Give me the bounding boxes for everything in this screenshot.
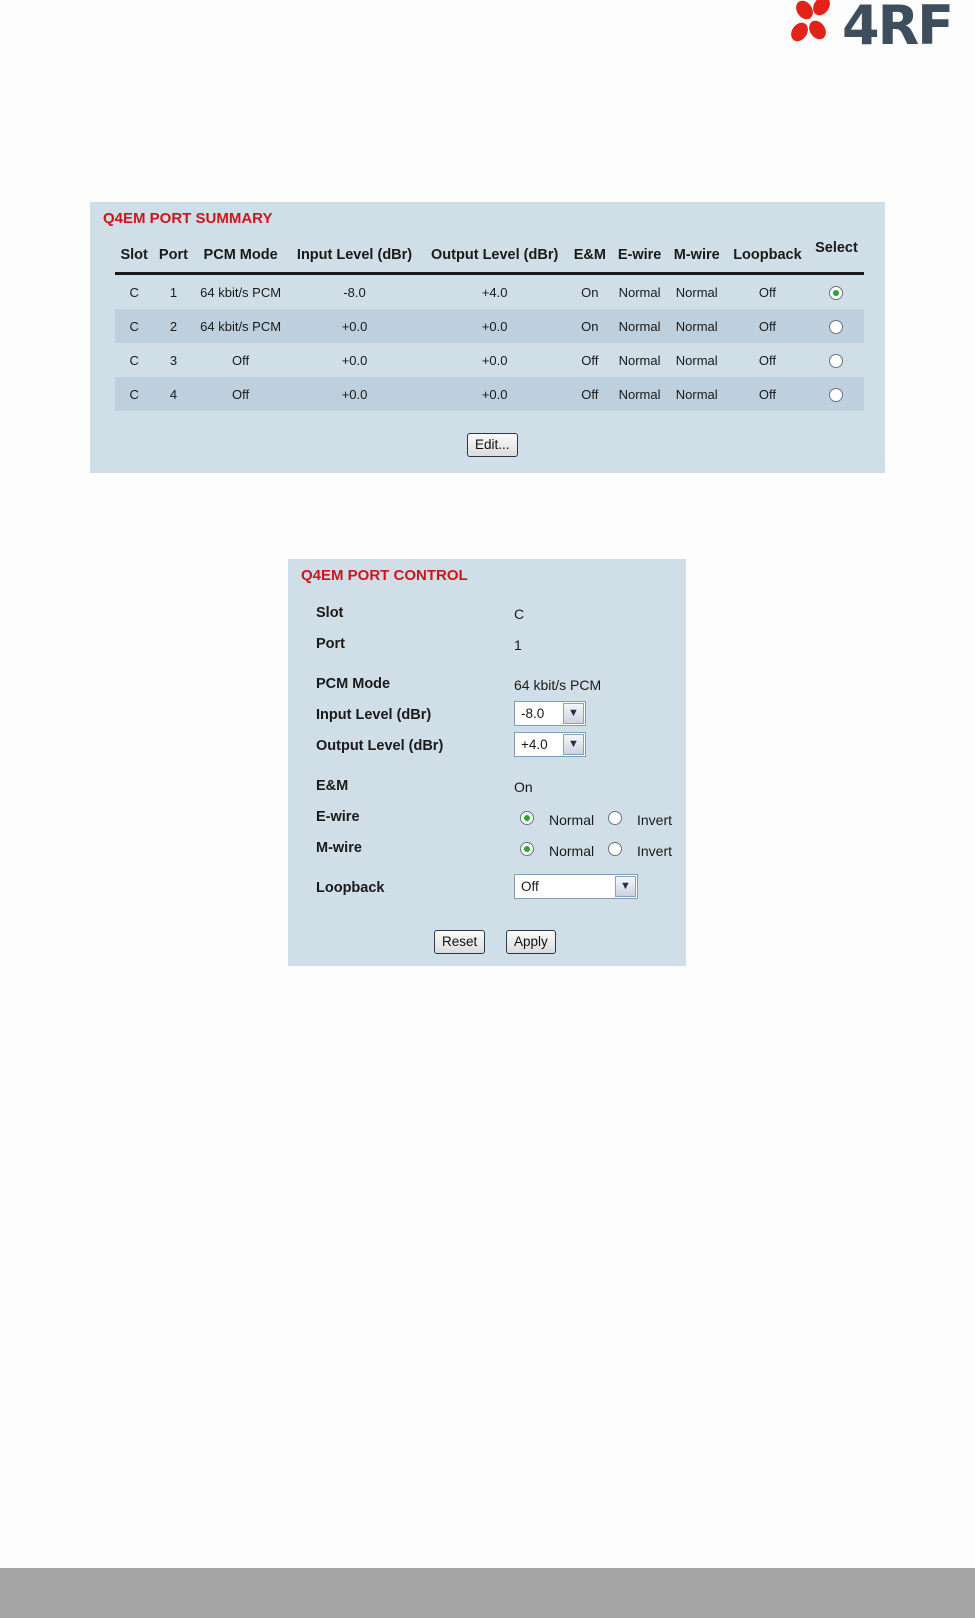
- cell-e-wire: Normal: [618, 284, 661, 300]
- brand-logo: [790, 0, 970, 57]
- col-header: Output Level (dBr): [421, 238, 568, 274]
- pcm-mode-label: PCM Mode: [316, 676, 391, 692]
- em-value: On: [514, 779, 533, 795]
- m-wire-invert-label: Invert: [637, 843, 673, 859]
- select-port-radio[interactable]: [829, 388, 843, 402]
- cell-pcm-mode: 64 kbit/s PCM: [193, 309, 287, 343]
- col-header: E&M: [568, 238, 612, 274]
- input-level-label: Input Level (dBr): [316, 707, 432, 723]
- cell-port: 4: [153, 377, 193, 411]
- cell-port: 2: [153, 309, 193, 343]
- control-title: Q4EM PORT CONTROL: [301, 567, 468, 584]
- m-wire-invert-radio[interactable]: [608, 842, 622, 856]
- cell-slot: C: [115, 377, 153, 411]
- e-wire-normal-label: Normal: [549, 812, 595, 828]
- cell-select: [809, 274, 864, 310]
- chevron-down-icon[interactable]: ▼: [615, 876, 636, 897]
- col-header: Loopback: [726, 238, 809, 274]
- pcm-mode-value: 64 kbit/s PCM: [514, 677, 602, 693]
- output-level-select-value: +4.0: [521, 737, 548, 752]
- select-port-radio[interactable]: [829, 286, 843, 300]
- select-port-radio[interactable]: [829, 354, 843, 368]
- col-header: E-wire: [612, 238, 668, 274]
- cell-m-wire: Normal: [675, 352, 718, 368]
- cell-port: 1: [169, 284, 178, 300]
- cell-pcm-mode: Off: [232, 352, 250, 368]
- cell-pcm-mode: 64 kbit/s PCM: [200, 284, 282, 300]
- cell-slot: C: [129, 284, 139, 300]
- loopback-label: Loopback: [316, 880, 385, 896]
- cell-e-wire: Normal: [618, 352, 661, 368]
- cell-input-level: +0.0: [288, 309, 422, 343]
- e-wire-invert-label: Invert: [637, 812, 673, 828]
- cell-em: Off: [581, 352, 599, 368]
- cell-em: Off: [568, 377, 612, 411]
- cell-loopback: Off: [726, 309, 809, 343]
- logo-text: 4RF: [842, 0, 953, 57]
- table-row: [115, 343, 864, 377]
- col-header: Input Level (dBr): [288, 238, 422, 274]
- cell-em: On: [568, 309, 612, 343]
- edit-button[interactable]: Edit...: [467, 433, 518, 457]
- table-row: [115, 309, 864, 343]
- cell-slot: C: [115, 309, 153, 343]
- chevron-down-icon[interactable]: ▼: [563, 734, 584, 755]
- m-wire-label: M-wire: [316, 840, 362, 856]
- cell-output-level: +0.0: [421, 309, 568, 343]
- e-wire-invert-radio[interactable]: [608, 811, 622, 825]
- col-header: PCM Mode: [193, 238, 287, 274]
- loopback-select-value: Off: [521, 879, 539, 894]
- e-wire-normal-radio[interactable]: [520, 811, 534, 825]
- cell-input-level: +0.0: [288, 377, 422, 411]
- input-level-select-value: -8.0: [521, 706, 545, 721]
- chevron-down-icon[interactable]: ▼: [563, 703, 584, 724]
- output-level-label: Output Level (dBr): [316, 738, 444, 754]
- cell-pcm-mode: Off: [193, 377, 287, 411]
- em-label: E&M: [316, 778, 349, 794]
- table-header-row: [115, 238, 864, 274]
- cell-input-level: -8.0: [343, 284, 366, 300]
- cell-loopback: Off: [758, 352, 776, 368]
- col-header: Port: [153, 238, 193, 274]
- cell-e-wire: Normal: [612, 377, 668, 411]
- slot-value: C: [514, 606, 525, 622]
- logo-petal: [810, 0, 834, 18]
- col-header: Select: [809, 238, 864, 274]
- cell-output-level: +0.0: [481, 352, 508, 368]
- slot-label: Slot: [316, 605, 344, 621]
- cell-loopback: Off: [758, 284, 776, 300]
- cell-slot: C: [129, 352, 139, 368]
- select-port-radio[interactable]: [829, 320, 843, 334]
- m-wire-normal-radio[interactable]: [520, 842, 534, 856]
- port-label: Port: [316, 636, 345, 652]
- logo-petal: [806, 18, 830, 43]
- cell-em: On: [581, 284, 599, 300]
- cell-select: [809, 343, 864, 377]
- cell-select: [809, 309, 864, 343]
- cell-output-level: +4.0: [481, 284, 508, 300]
- logo-petal: [788, 20, 812, 45]
- cell-e-wire: Normal: [612, 309, 668, 343]
- summary-title: Q4EM PORT SUMMARY: [103, 210, 273, 227]
- cell-output-level: +0.0: [421, 377, 568, 411]
- col-header: M-wire: [668, 238, 726, 274]
- port-value: 1: [514, 637, 522, 653]
- m-wire-normal-label: Normal: [549, 843, 595, 859]
- cell-m-wire: Normal: [668, 377, 726, 411]
- footer-bar: [0, 1568, 975, 1618]
- port-summary-panel: [90, 202, 885, 473]
- e-wire-label: E-wire: [316, 809, 360, 825]
- cell-m-wire: Normal: [675, 284, 718, 300]
- input-level-select[interactable]: [514, 701, 586, 726]
- port-summary-table: [115, 238, 864, 411]
- reset-button[interactable]: Reset: [434, 930, 485, 954]
- output-level-select[interactable]: [514, 732, 586, 757]
- cell-select: [809, 377, 864, 411]
- port-control-panel: [288, 559, 686, 966]
- col-header: Slot: [115, 238, 153, 274]
- loopback-select[interactable]: [514, 874, 638, 899]
- apply-button[interactable]: Apply: [506, 930, 556, 954]
- table-row: [115, 377, 864, 411]
- cell-port: 3: [169, 352, 178, 368]
- cell-input-level: +0.0: [341, 352, 368, 368]
- table-row: [115, 274, 864, 310]
- cell-m-wire: Normal: [668, 309, 726, 343]
- cell-loopback: Off: [726, 377, 809, 411]
